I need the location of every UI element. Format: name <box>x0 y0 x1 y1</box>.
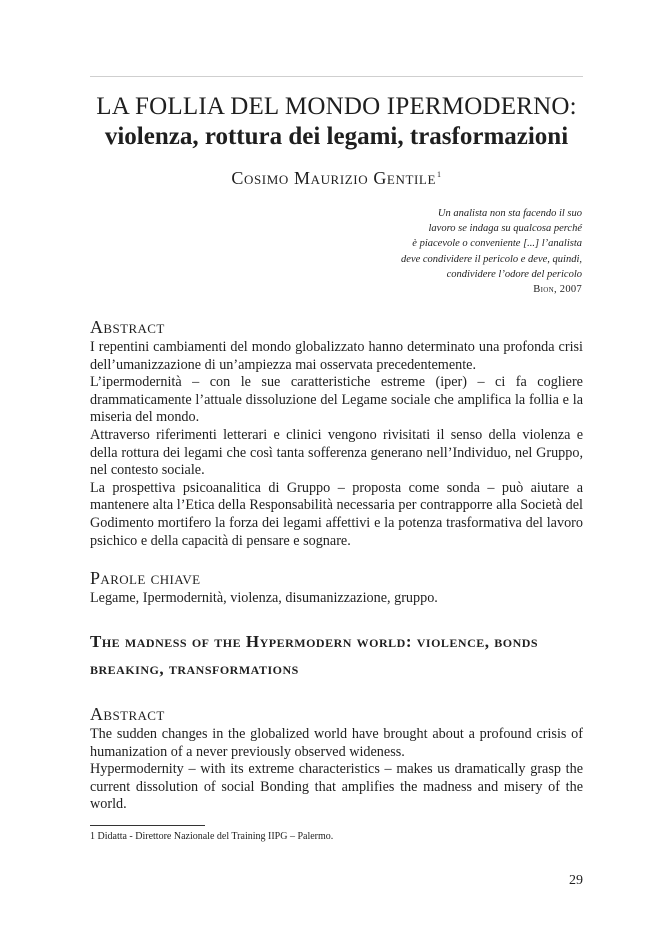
epigraph-citation: Bion, 2007 <box>533 284 582 296</box>
abstract-paragraph: La prospettiva psicoanalitica di Gruppo – proposta come sonda – può aiutare a mantenere alta l’Etica della Responsabilità necessaria per contrapporre alla Società del Godimento mortifero la forza dei legami affettivi e la potenza trasformativa del lavoro psichico e della capacità di pensare e sognare. <box>90 479 583 549</box>
footnote: 1 Didatta - Direttore Nazionale del Training IIPG – Palermo. <box>90 831 334 842</box>
epigraph-line: Un analista non sta facendo il suo <box>437 208 582 219</box>
abstract-body <box>90 339 583 550</box>
article-title: LA FOLLIA DEL MONDO IPERMODERNO: <box>96 93 577 120</box>
abstract-paragraph: L’ipermodernità – con le sue caratteristiche estreme (iper) – ci fa cogliere drammaticamente l’attuale dissoluzione del Legame sociale che amplifica la follia e la miseria del mondo. <box>90 374 583 426</box>
abstract-paragraph: Attraverso riferimenti letterari e clinici vengono rivisitati il senso della violenza e della rottura dei legami che così tanta sofferenza generano nell’Individuo, nel Gruppo, nel contesto sociale. <box>90 426 583 479</box>
epigraph-line: condividere l’odore del pericolo <box>446 268 582 280</box>
article-subtitle: violenza, rottura dei legami, trasformazioni <box>104 123 569 150</box>
keywords-heading: Parole chiave <box>90 568 201 588</box>
abstract-paragraph: The sudden changes in the globalized world have brought about a profound crisis of humanization of a never previously observed wideness. <box>90 726 583 760</box>
page-number: 29 <box>569 873 583 888</box>
abstract-body <box>90 726 583 814</box>
epigraph-line: è piacevole o conveniente [...] l’analista <box>412 238 582 250</box>
author-line <box>90 168 583 189</box>
abstract-heading: Abstract <box>90 317 165 337</box>
keywords-italian <box>90 569 583 608</box>
author-name: Cosimo Maurizio Gentile <box>231 168 436 188</box>
keywords-text: Legame, Ipermodernità, violenza, disumanizzazione, gruppo. <box>90 590 438 606</box>
epigraph-line: deve condividere il pericolo e deve, quindi, <box>401 253 582 265</box>
abstract-english <box>90 705 583 814</box>
article-title-block <box>90 92 583 152</box>
footnote-rule <box>90 825 205 826</box>
epigraph <box>342 206 582 297</box>
header-rule <box>90 76 583 77</box>
author-footnote-mark[interactable]: 1 <box>437 170 442 179</box>
epigraph-line: lavoro se indaga su qualcosa perché <box>428 223 582 235</box>
abstract-paragraph: I repentini cambiamenti del mondo globalizzato hanno determinato una profonda crisi dell’umanizzazione di un’ampiezza mai osservata precedentemente. <box>90 339 583 373</box>
abstract-heading: Abstract <box>90 704 165 724</box>
abstract-italian <box>90 318 583 550</box>
english-title: The madness of the Hypermodern world: violence, bonds breaking, transformations <box>90 632 539 678</box>
abstract-paragraph: Hypermodernity – with its extreme characteristics – makes us dramatically grasp the current dissolution of social Bonding that amplifies the madness and misery of the world. <box>90 761 583 813</box>
